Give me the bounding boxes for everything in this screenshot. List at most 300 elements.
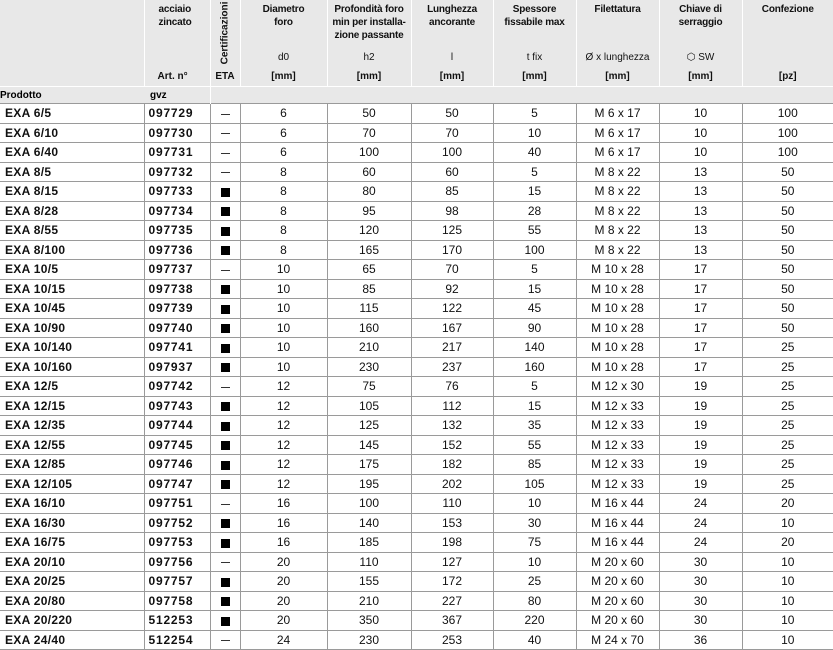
- spessore-cell: 220: [493, 611, 576, 631]
- article-number: 097742: [144, 377, 210, 397]
- spessore-cell: 40: [493, 630, 576, 650]
- eta-cell: [210, 357, 240, 377]
- table-row: [0, 416, 833, 436]
- lunghezza-cell: 85: [411, 182, 493, 202]
- table-row: [0, 455, 833, 475]
- filettatura-cell: M 20 x 60: [576, 591, 659, 611]
- spessore-cell: 25: [493, 572, 576, 592]
- spessore-cell: 45: [493, 299, 576, 319]
- product-name: EXA 10/45: [0, 299, 144, 319]
- eta-certified-square-icon: [221, 363, 230, 372]
- eta-cell: [210, 416, 240, 436]
- product-name: EXA 10/5: [0, 260, 144, 280]
- article-number: 097741: [144, 338, 210, 358]
- chiave-cell: 30: [659, 591, 742, 611]
- eta-cell: [210, 162, 240, 182]
- confezione-cell: 25: [742, 435, 833, 455]
- article-number: 097756: [144, 552, 210, 572]
- table-row: [0, 143, 833, 163]
- table-row: [0, 221, 833, 241]
- eta-cell: [210, 552, 240, 572]
- chiave-cell: 13: [659, 162, 742, 182]
- confezione-cell: 50: [742, 318, 833, 338]
- diametro-cell: 20: [240, 552, 327, 572]
- eta-none-dash-icon: [221, 562, 230, 563]
- spessore-cell: 10: [493, 123, 576, 143]
- lunghezza-cell: 367: [411, 611, 493, 631]
- eta-cell: [210, 611, 240, 631]
- article-number: 097732: [144, 162, 210, 182]
- spessore-cell: 140: [493, 338, 576, 358]
- lunghezza-cell: 92: [411, 279, 493, 299]
- spessore-cell: 15: [493, 396, 576, 416]
- diametro-cell: 24: [240, 630, 327, 650]
- product-name: EXA 12/15: [0, 396, 144, 416]
- product-name: EXA 12/105: [0, 474, 144, 494]
- filettatura-cell: M 24 x 70: [576, 630, 659, 650]
- profondita-cell: 165: [327, 240, 411, 260]
- subheader-prodotto: Prodotto: [0, 87, 144, 104]
- article-number: 097734: [144, 201, 210, 221]
- lunghezza-cell: 172: [411, 572, 493, 592]
- profondita-cell: 85: [327, 279, 411, 299]
- table-row: [0, 162, 833, 182]
- header-blank: [0, 0, 144, 87]
- product-name: EXA 10/160: [0, 357, 144, 377]
- product-name: EXA 6/10: [0, 123, 144, 143]
- filettatura-cell: M 8 x 22: [576, 201, 659, 221]
- eta-cell: [210, 377, 240, 397]
- spessore-cell: 55: [493, 435, 576, 455]
- eta-none-dash-icon: [221, 133, 230, 134]
- chiave-cell: 19: [659, 396, 742, 416]
- diametro-cell: 10: [240, 318, 327, 338]
- eta-none-dash-icon: [221, 172, 230, 173]
- filettatura-cell: M 12 x 33: [576, 416, 659, 436]
- table-row: [0, 435, 833, 455]
- chiave-cell: 13: [659, 201, 742, 221]
- diametro-cell: 12: [240, 396, 327, 416]
- lunghezza-cell: 122: [411, 299, 493, 319]
- diametro-cell: 12: [240, 377, 327, 397]
- table-row: [0, 318, 833, 338]
- eta-cell: [210, 279, 240, 299]
- lunghezza-cell: 152: [411, 435, 493, 455]
- diametro-cell: 16: [240, 494, 327, 514]
- eta-certified-square-icon: [221, 402, 230, 411]
- eta-cell: [210, 591, 240, 611]
- chiave-cell: 10: [659, 143, 742, 163]
- confezione-cell: 25: [742, 396, 833, 416]
- diametro-cell: 12: [240, 416, 327, 436]
- table-row: [0, 299, 833, 319]
- filettatura-cell: M 20 x 60: [576, 572, 659, 592]
- confezione-cell: 25: [742, 416, 833, 436]
- eta-cell: [210, 143, 240, 163]
- header-article: [144, 0, 210, 87]
- eta-cell: [210, 435, 240, 455]
- eta-cell: [210, 221, 240, 241]
- profondita-cell: 50: [327, 104, 411, 124]
- article-number: 097729: [144, 104, 210, 124]
- filettatura-cell: M 10 x 28: [576, 318, 659, 338]
- lunghezza-cell: 50: [411, 104, 493, 124]
- diametro-cell: 10: [240, 357, 327, 377]
- article-number: 512254: [144, 630, 210, 650]
- filettatura-cell: M 10 x 28: [576, 260, 659, 280]
- lunghezza-cell: 127: [411, 552, 493, 572]
- table-row: [0, 201, 833, 221]
- spessore-cell: 10: [493, 552, 576, 572]
- table-body: [0, 104, 833, 650]
- table-row: [0, 474, 833, 494]
- table-row: [0, 572, 833, 592]
- diametro-cell: 20: [240, 591, 327, 611]
- product-name: EXA 20/25: [0, 572, 144, 592]
- table-row: [0, 279, 833, 299]
- article-number: 097751: [144, 494, 210, 514]
- article-number: 097730: [144, 123, 210, 143]
- header-confezione: Confezione [pz]: [742, 0, 833, 87]
- eta-cell: [210, 123, 240, 143]
- confezione-cell: 20: [742, 533, 833, 553]
- eta-certified-square-icon: [221, 480, 230, 489]
- profondita-cell: 65: [327, 260, 411, 280]
- chiave-cell: 17: [659, 357, 742, 377]
- profondita-cell: 350: [327, 611, 411, 631]
- lunghezza-cell: 100: [411, 143, 493, 163]
- table-row: [0, 182, 833, 202]
- diametro-cell: 6: [240, 143, 327, 163]
- eta-none-dash-icon: [221, 504, 230, 505]
- confezione-cell: 10: [742, 591, 833, 611]
- filettatura-cell: M 6 x 17: [576, 143, 659, 163]
- table-row: [0, 104, 833, 124]
- chiave-cell: 17: [659, 299, 742, 319]
- confezione-cell: 25: [742, 338, 833, 358]
- product-name: EXA 6/5: [0, 104, 144, 124]
- eta-certified-square-icon: [221, 578, 230, 587]
- diametro-cell: 10: [240, 279, 327, 299]
- eta-certified-square-icon: [221, 305, 230, 314]
- lunghezza-cell: 253: [411, 630, 493, 650]
- chiave-cell: 10: [659, 123, 742, 143]
- confezione-cell: 25: [742, 455, 833, 475]
- confezione-cell: 100: [742, 104, 833, 124]
- chiave-cell: 17: [659, 279, 742, 299]
- confezione-cell: 25: [742, 377, 833, 397]
- eta-cell: [210, 299, 240, 319]
- header-diametro: Diametro foro d0 [mm]: [240, 0, 327, 87]
- subheader-gvz: gvz: [144, 87, 210, 104]
- diametro-cell: 12: [240, 474, 327, 494]
- filettatura-cell: M 12 x 33: [576, 396, 659, 416]
- table-row: [0, 552, 833, 572]
- filettatura-cell: M 16 x 44: [576, 513, 659, 533]
- product-name: EXA 16/10: [0, 494, 144, 514]
- spessore-cell: 10: [493, 494, 576, 514]
- chiave-cell: 30: [659, 572, 742, 592]
- eta-cell: [210, 533, 240, 553]
- confezione-cell: 20: [742, 494, 833, 514]
- table-row: [0, 240, 833, 260]
- header-eta-label: ETA: [215, 71, 235, 82]
- spessore-cell: 15: [493, 279, 576, 299]
- lunghezza-cell: 60: [411, 162, 493, 182]
- product-name: EXA 10/140: [0, 338, 144, 358]
- filettatura-cell: M 20 x 60: [576, 611, 659, 631]
- table-row: [0, 396, 833, 416]
- table-row: [0, 260, 833, 280]
- chiave-cell: 13: [659, 221, 742, 241]
- chiave-cell: 24: [659, 494, 742, 514]
- article-number: 097757: [144, 572, 210, 592]
- eta-none-dash-icon: [221, 153, 230, 154]
- filettatura-cell: M 8 x 22: [576, 221, 659, 241]
- chiave-cell: 19: [659, 377, 742, 397]
- chiave-cell: 30: [659, 552, 742, 572]
- profondita-cell: 95: [327, 201, 411, 221]
- profondita-cell: 145: [327, 435, 411, 455]
- product-name: EXA 20/10: [0, 552, 144, 572]
- article-number: 097736: [144, 240, 210, 260]
- filettatura-cell: M 10 x 28: [576, 357, 659, 377]
- confezione-cell: 10: [742, 630, 833, 650]
- eta-cell: [210, 240, 240, 260]
- article-number: 097753: [144, 533, 210, 553]
- eta-certified-square-icon: [221, 246, 230, 255]
- confezione-cell: 50: [742, 182, 833, 202]
- subheader-blank: [210, 87, 833, 104]
- article-number: 097752: [144, 513, 210, 533]
- spessore-cell: 5: [493, 104, 576, 124]
- article-number: 097745: [144, 435, 210, 455]
- eta-certified-square-icon: [221, 285, 230, 294]
- subheader-row: [0, 87, 833, 104]
- chiave-cell: 24: [659, 513, 742, 533]
- filettatura-cell: M 6 x 17: [576, 123, 659, 143]
- header-filettatura: Filettatura Ø x lunghezza [mm]: [576, 0, 659, 87]
- confezione-cell: 100: [742, 143, 833, 163]
- table-row: [0, 494, 833, 514]
- filettatura-cell: M 20 x 60: [576, 552, 659, 572]
- eta-certified-square-icon: [221, 617, 230, 626]
- profondita-cell: 115: [327, 299, 411, 319]
- table-row: [0, 338, 833, 358]
- product-name: EXA 12/35: [0, 416, 144, 436]
- lunghezza-cell: 76: [411, 377, 493, 397]
- diametro-cell: 16: [240, 513, 327, 533]
- eta-cell: [210, 494, 240, 514]
- chiave-cell: 13: [659, 182, 742, 202]
- lunghezza-cell: 167: [411, 318, 493, 338]
- confezione-cell: 25: [742, 474, 833, 494]
- article-number: 097744: [144, 416, 210, 436]
- chiave-cell: 19: [659, 435, 742, 455]
- eta-cell: [210, 182, 240, 202]
- spessore-cell: 80: [493, 591, 576, 611]
- confezione-cell: 10: [742, 552, 833, 572]
- chiave-cell: 17: [659, 338, 742, 358]
- eta-certified-square-icon: [221, 207, 230, 216]
- eta-certified-square-icon: [221, 461, 230, 470]
- lunghezza-cell: 153: [411, 513, 493, 533]
- profondita-cell: 140: [327, 513, 411, 533]
- spessore-cell: 35: [493, 416, 576, 436]
- chiave-cell: 19: [659, 455, 742, 475]
- lunghezza-cell: 170: [411, 240, 493, 260]
- product-name: EXA 24/40: [0, 630, 144, 650]
- spessore-cell: 75: [493, 533, 576, 553]
- chiave-cell: 24: [659, 533, 742, 553]
- symbol-tfix: t fix: [526, 52, 543, 63]
- profondita-cell: 120: [327, 221, 411, 241]
- chiave-cell: 17: [659, 318, 742, 338]
- profondita-cell: 155: [327, 572, 411, 592]
- spessore-cell: 15: [493, 182, 576, 202]
- confezione-cell: 10: [742, 572, 833, 592]
- diametro-cell: 8: [240, 240, 327, 260]
- spessore-cell: 40: [493, 143, 576, 163]
- eta-certified-square-icon: [221, 422, 230, 431]
- diametro-cell: 12: [240, 435, 327, 455]
- filettatura-cell: M 10 x 28: [576, 338, 659, 358]
- lunghezza-cell: 125: [411, 221, 493, 241]
- eta-none-dash-icon: [221, 114, 230, 115]
- header-art-no: Art. n°: [157, 71, 188, 82]
- table-row: [0, 630, 833, 650]
- lunghezza-cell: 70: [411, 123, 493, 143]
- profondita-cell: 100: [327, 143, 411, 163]
- filettatura-cell: M 12 x 30: [576, 377, 659, 397]
- table-row: [0, 123, 833, 143]
- chiave-cell: 30: [659, 611, 742, 631]
- product-name: EXA 8/100: [0, 240, 144, 260]
- profondita-cell: 175: [327, 455, 411, 475]
- eta-cell: [210, 630, 240, 650]
- eta-certified-square-icon: [221, 519, 230, 528]
- eta-cell: [210, 396, 240, 416]
- symbol-l: l: [450, 52, 454, 63]
- chiave-cell: 19: [659, 416, 742, 436]
- lunghezza-cell: 217: [411, 338, 493, 358]
- article-number: 097739: [144, 299, 210, 319]
- spessore-cell: 55: [493, 221, 576, 241]
- product-name: EXA 8/5: [0, 162, 144, 182]
- article-number: 512253: [144, 611, 210, 631]
- symbol-diam-length: Ø x lunghezza: [585, 52, 650, 63]
- confezione-cell: 50: [742, 279, 833, 299]
- article-number: 097733: [144, 182, 210, 202]
- filettatura-cell: M 12 x 33: [576, 455, 659, 475]
- filettatura-cell: M 8 x 22: [576, 162, 659, 182]
- lunghezza-cell: 110: [411, 494, 493, 514]
- profondita-cell: 70: [327, 123, 411, 143]
- table-row: [0, 533, 833, 553]
- product-name: EXA 8/28: [0, 201, 144, 221]
- eta-certified-square-icon: [221, 344, 230, 353]
- filettatura-cell: M 8 x 22: [576, 240, 659, 260]
- product-name: EXA 12/55: [0, 435, 144, 455]
- lunghezza-cell: 182: [411, 455, 493, 475]
- article-number: 097740: [144, 318, 210, 338]
- eta-certified-square-icon: [221, 324, 230, 333]
- header-lunghezza: Lunghezza ancorante l [mm]: [411, 0, 493, 87]
- product-name: EXA 20/80: [0, 591, 144, 611]
- spessore-cell: 28: [493, 201, 576, 221]
- profondita-cell: 60: [327, 162, 411, 182]
- eta-cell: [210, 513, 240, 533]
- filettatura-cell: M 8 x 22: [576, 182, 659, 202]
- product-name: EXA 12/5: [0, 377, 144, 397]
- spessore-cell: 30: [493, 513, 576, 533]
- chiave-cell: 19: [659, 474, 742, 494]
- header-material: acciaio zincato: [158, 4, 192, 28]
- symbol-d0: d0: [277, 52, 290, 63]
- diametro-cell: 8: [240, 221, 327, 241]
- table-row: [0, 513, 833, 533]
- eta-none-dash-icon: [221, 387, 230, 388]
- eta-none-dash-icon: [221, 270, 230, 271]
- eta-cell: [210, 201, 240, 221]
- confezione-cell: 50: [742, 260, 833, 280]
- table-row: [0, 611, 833, 631]
- confezione-cell: 10: [742, 513, 833, 533]
- eta-cell: [210, 474, 240, 494]
- table-row: [0, 357, 833, 377]
- confezione-cell: 25: [742, 357, 833, 377]
- profondita-cell: 230: [327, 630, 411, 650]
- lunghezza-cell: 112: [411, 396, 493, 416]
- table-row: [0, 591, 833, 611]
- eta-certified-square-icon: [221, 188, 230, 197]
- filettatura-cell: M 10 x 28: [576, 279, 659, 299]
- spessore-cell: 160: [493, 357, 576, 377]
- profondita-cell: 80: [327, 182, 411, 202]
- article-number: 097738: [144, 279, 210, 299]
- spessore-cell: 5: [493, 162, 576, 182]
- product-name: EXA 10/15: [0, 279, 144, 299]
- article-number: 097937: [144, 357, 210, 377]
- chiave-cell: 36: [659, 630, 742, 650]
- spessore-cell: 105: [493, 474, 576, 494]
- filettatura-cell: M 12 x 33: [576, 474, 659, 494]
- diametro-cell: 8: [240, 162, 327, 182]
- article-number: 097758: [144, 591, 210, 611]
- lunghezza-cell: 237: [411, 357, 493, 377]
- chiave-cell: 17: [659, 260, 742, 280]
- eta-certified-square-icon: [221, 227, 230, 236]
- product-name: EXA 16/30: [0, 513, 144, 533]
- chiave-cell: 13: [659, 240, 742, 260]
- diametro-cell: 6: [240, 123, 327, 143]
- profondita-cell: 75: [327, 377, 411, 397]
- eta-cell: [210, 455, 240, 475]
- eta-cell: [210, 260, 240, 280]
- eta-none-dash-icon: [221, 640, 230, 641]
- diametro-cell: 12: [240, 455, 327, 475]
- confezione-cell: 100: [742, 123, 833, 143]
- spessore-cell: 85: [493, 455, 576, 475]
- article-number: 097743: [144, 396, 210, 416]
- product-name: EXA 12/85: [0, 455, 144, 475]
- eta-cell: [210, 572, 240, 592]
- product-name: EXA 20/220: [0, 611, 144, 631]
- product-name: EXA 6/40: [0, 143, 144, 163]
- diametro-cell: 20: [240, 572, 327, 592]
- product-name: EXA 8/15: [0, 182, 144, 202]
- header-profondita: Profondità foro min per installa-zione passante h2 [mm]: [327, 0, 411, 87]
